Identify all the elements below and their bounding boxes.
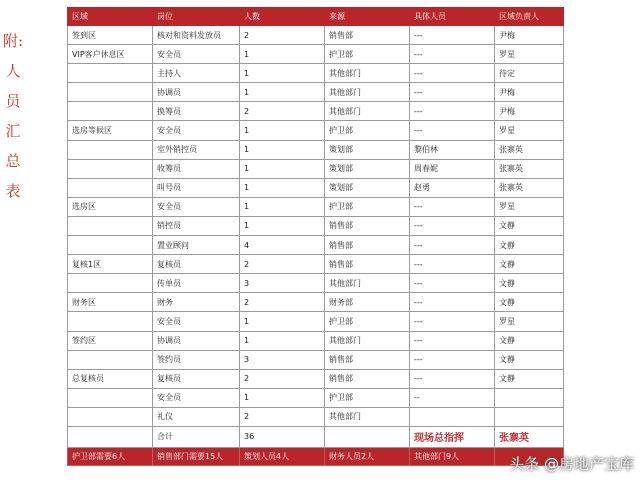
- table-cell: 文静: [495, 236, 564, 255]
- total-cell: [325, 426, 410, 447]
- side-title-char: 人: [5, 62, 21, 80]
- table-cell: 张寨英: [495, 178, 564, 197]
- table-cell: 周春妮: [410, 159, 495, 178]
- table-cell: 其他部门: [325, 274, 410, 293]
- table-row: [68, 102, 564, 121]
- side-title-char: 汇: [5, 122, 21, 140]
- table-cell: 销售部: [325, 350, 410, 369]
- table-cell: [68, 178, 153, 197]
- table-cell: 2: [240, 407, 325, 426]
- table-cell: 其他部门: [325, 407, 410, 426]
- table-cell: [68, 274, 153, 293]
- total-row: [68, 426, 564, 447]
- table-row: [68, 45, 564, 64]
- table-cell: 护卫部: [325, 197, 410, 216]
- header-manager: 区域负责人: [495, 8, 564, 26]
- table-cell: 文静: [495, 369, 564, 388]
- table-cell: 待定: [495, 64, 564, 83]
- table-cell: 安全员: [153, 312, 240, 331]
- table-cell: 室外销控员: [153, 140, 240, 159]
- table-cell: ---: [410, 293, 495, 312]
- table-cell: [68, 236, 153, 255]
- footer-cell: 其他部门9人: [410, 447, 495, 465]
- table-cell: 2: [240, 102, 325, 121]
- table-cell: 罗星: [495, 197, 564, 216]
- footer-cell: 策划人员4人: [240, 447, 325, 465]
- table-cell: [68, 350, 153, 369]
- table-cell: 2: [240, 293, 325, 312]
- table-cell: 1: [240, 64, 325, 83]
- table-cell: 协调员: [153, 331, 240, 350]
- table-cell: VIP客户休息区: [68, 45, 153, 64]
- table-cell: ---: [410, 216, 495, 235]
- table-cell: 护卫部: [325, 45, 410, 64]
- table-cell: 3: [240, 350, 325, 369]
- table-cell: ---: [410, 236, 495, 255]
- footer-cell: 财务人员2人: [325, 447, 410, 465]
- table-cell: 策划部: [325, 178, 410, 197]
- table-cell: 置业顾问: [153, 236, 240, 255]
- table-cell: 罗星: [495, 121, 564, 140]
- header-source: 来源: [325, 8, 410, 26]
- table-cell: ---: [410, 83, 495, 102]
- table-cell: 3: [240, 274, 325, 293]
- table-cell: 1: [240, 331, 325, 350]
- total-label: 合计: [153, 426, 240, 447]
- table-cell: 文静: [495, 274, 564, 293]
- table-row: [68, 331, 564, 350]
- table-cell: 文静: [495, 216, 564, 235]
- table-cell: 安全员: [153, 121, 240, 140]
- table-cell: 协调员: [153, 83, 240, 102]
- table-row: [68, 312, 564, 331]
- footer-cell: 销售部门需要15人: [153, 447, 240, 465]
- table-row: [68, 388, 564, 407]
- table-cell: ---: [410, 102, 495, 121]
- table-row: [68, 255, 564, 274]
- table-cell: 叫号员: [153, 178, 240, 197]
- commander-label: 现场总指挥: [410, 426, 495, 447]
- table-row: [68, 26, 564, 45]
- table-cell: 尹梅: [495, 102, 564, 121]
- header-area: 区域: [68, 8, 153, 26]
- table-cell: ---: [410, 45, 495, 64]
- table-cell: 销控员: [153, 216, 240, 235]
- table-cell: [68, 159, 153, 178]
- table-cell: 其他部门: [325, 331, 410, 350]
- table-cell: 4: [240, 236, 325, 255]
- footer-row: [68, 447, 564, 465]
- table-cell: 2: [240, 369, 325, 388]
- table-cell: 护卫部: [325, 312, 410, 331]
- table-cell: 选房区: [68, 197, 153, 216]
- header-staff: 具体人员: [410, 8, 495, 26]
- table-row: [68, 236, 564, 255]
- table-cell: 护卫部: [325, 388, 410, 407]
- header-count: 人数: [240, 8, 325, 26]
- table-cell: [68, 407, 153, 426]
- table-cell: ---: [410, 197, 495, 216]
- table-cell: [495, 407, 564, 426]
- header-post: 岗位: [153, 8, 240, 26]
- table-cell: 安全员: [153, 388, 240, 407]
- side-title-char: 员: [5, 92, 21, 110]
- side-title-char: 总: [5, 152, 21, 170]
- table-cell: 签约员: [153, 350, 240, 369]
- table-row: [68, 159, 564, 178]
- table-cell: 1: [240, 83, 325, 102]
- watermark: 头条 @房地产宝库: [509, 455, 634, 473]
- table-cell: 销售部: [325, 26, 410, 45]
- footer-cell: 护卫部需要6人: [68, 447, 153, 465]
- table-cell: 2: [240, 26, 325, 45]
- table-row: [68, 83, 564, 102]
- staff-summary-table: [67, 7, 564, 466]
- table-cell: 总复核员: [68, 369, 153, 388]
- table-cell: 销售部: [325, 216, 410, 235]
- table-header-row: [68, 8, 564, 26]
- table-cell: 文静: [495, 255, 564, 274]
- total-count: 36: [240, 426, 325, 447]
- table-cell: 复核1区: [68, 255, 153, 274]
- table-cell: 签约区: [68, 331, 153, 350]
- table-cell: 销售部: [325, 236, 410, 255]
- side-title-char: 表: [5, 182, 21, 200]
- table-cell: 财务区: [68, 293, 153, 312]
- table-cell: 复核员: [153, 369, 240, 388]
- table-cell: 策划部: [325, 140, 410, 159]
- table-cell: [68, 140, 153, 159]
- table-cell: ---: [410, 350, 495, 369]
- table-cell: 1: [240, 197, 325, 216]
- table-cell: ---: [410, 331, 495, 350]
- table-cell: 安全员: [153, 197, 240, 216]
- table-cell: 销售部: [325, 255, 410, 274]
- table-cell: --: [410, 388, 495, 407]
- table-cell: ---: [410, 255, 495, 274]
- table-cell: 其他部门: [325, 102, 410, 121]
- table-cell: ---: [410, 274, 495, 293]
- side-title-char: 附:: [2, 32, 24, 50]
- table-cell: 选房等候区: [68, 121, 153, 140]
- table-cell: 签到区: [68, 26, 153, 45]
- table-cell: 黎伯林: [410, 140, 495, 159]
- table-row: [68, 407, 564, 426]
- table-cell: 2: [240, 255, 325, 274]
- table-row: [68, 64, 564, 83]
- table-row: [68, 121, 564, 140]
- table-row: [68, 293, 564, 312]
- table-cell: 护卫部: [325, 121, 410, 140]
- table-cell: 尹梅: [495, 26, 564, 45]
- commander-name: 张寨英: [495, 426, 564, 447]
- table-body: [68, 26, 564, 466]
- table-cell: 礼仪: [153, 407, 240, 426]
- table-cell: 1: [240, 159, 325, 178]
- table-cell: ---: [410, 369, 495, 388]
- table-cell: [68, 102, 153, 121]
- table-cell: 财务: [153, 293, 240, 312]
- table-cell: 主持人: [153, 64, 240, 83]
- table-cell: 罗星: [495, 45, 564, 64]
- total-cell: [68, 426, 153, 447]
- table-cell: 策划部: [325, 159, 410, 178]
- table-row: [68, 178, 564, 197]
- table-cell: 尹梅: [495, 83, 564, 102]
- table-row: [68, 197, 564, 216]
- table-row: [68, 369, 564, 388]
- table-cell: 赵勇: [410, 178, 495, 197]
- table-cell: [68, 216, 153, 235]
- table-cell: [68, 64, 153, 83]
- table-cell: 1: [240, 121, 325, 140]
- table-cell: ---: [410, 64, 495, 83]
- table-cell: 文静: [495, 331, 564, 350]
- table-cell: 1: [240, 388, 325, 407]
- table-cell: 张寨英: [495, 140, 564, 159]
- table-cell: 财务部: [325, 293, 410, 312]
- table-cell: [68, 388, 153, 407]
- table-cell: ---: [410, 121, 495, 140]
- table-cell: 文静: [495, 350, 564, 369]
- table-cell: 复核员: [153, 255, 240, 274]
- table-cell: [68, 312, 153, 331]
- table-cell: 1: [240, 45, 325, 64]
- table-cell: [68, 83, 153, 102]
- table-cell: ---: [410, 26, 495, 45]
- table-cell: 1: [240, 312, 325, 331]
- table-cell: [410, 407, 495, 426]
- table-cell: [495, 388, 564, 407]
- table-cell: 收筹员: [153, 159, 240, 178]
- table-row: [68, 140, 564, 159]
- table-cell: 安全员: [153, 45, 240, 64]
- table-cell: 换筹员: [153, 102, 240, 121]
- table-cell: 销售部: [325, 369, 410, 388]
- table-cell: 核对和资料发放员: [153, 26, 240, 45]
- table-row: [68, 274, 564, 293]
- table-cell: 1: [240, 216, 325, 235]
- table-cell: 罗星: [495, 312, 564, 331]
- table-cell: 其他部门: [325, 83, 410, 102]
- table-cell: 1: [240, 178, 325, 197]
- table-row: [68, 350, 564, 369]
- table-cell: 传单员: [153, 274, 240, 293]
- table-row: [68, 216, 564, 235]
- table-cell: 其他部门: [325, 64, 410, 83]
- side-title: [3, 26, 23, 206]
- table-cell: ---: [410, 312, 495, 331]
- table-cell: 文静: [495, 293, 564, 312]
- table-cell: 1: [240, 140, 325, 159]
- table-cell: 张寨英: [495, 159, 564, 178]
